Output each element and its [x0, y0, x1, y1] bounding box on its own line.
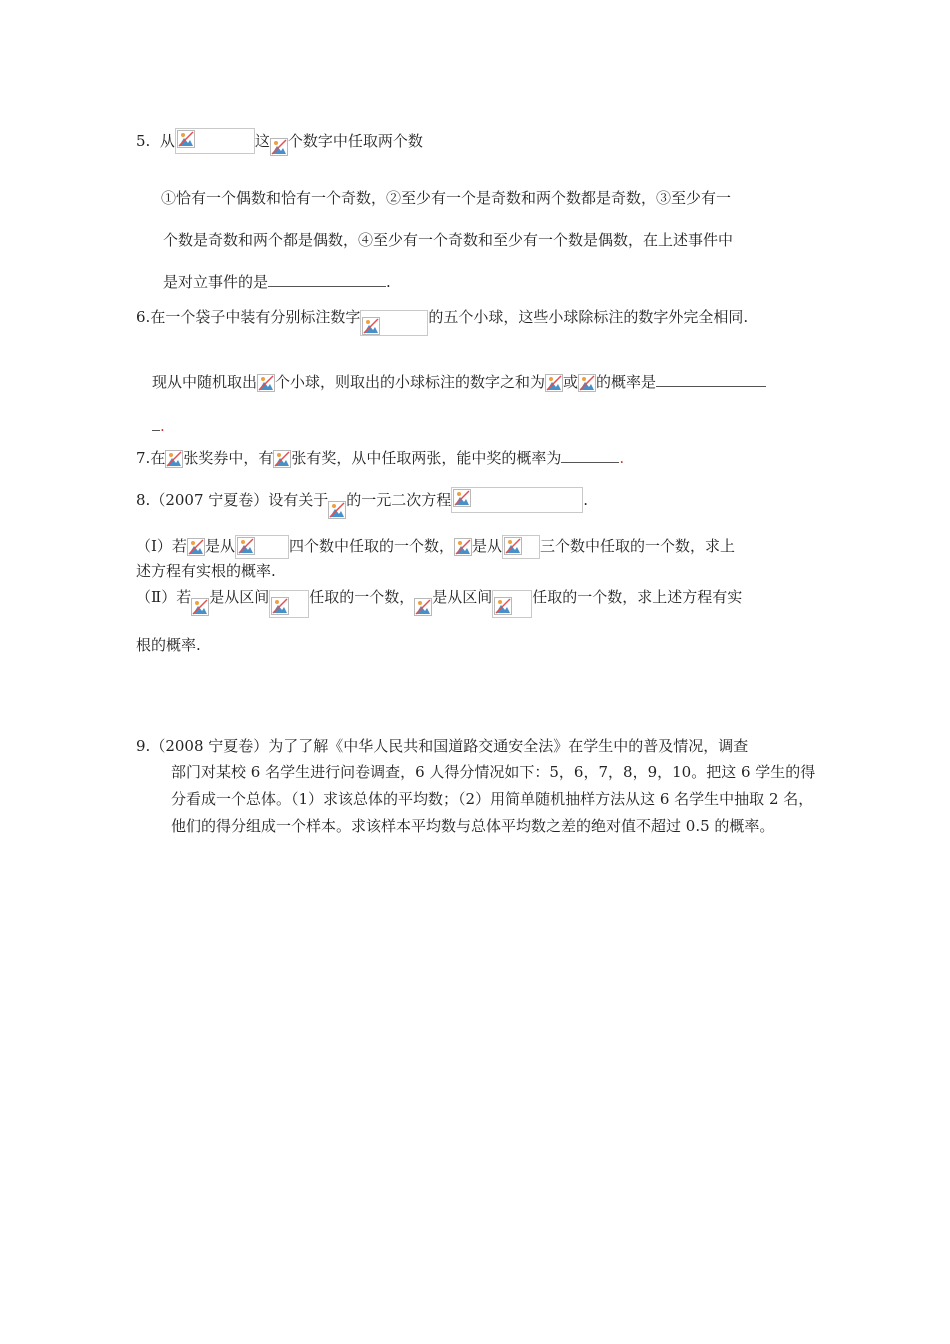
- q8-text: 三个数中任取的一个数，求上: [539, 537, 735, 555]
- q9-line: [136, 736, 748, 756]
- q8-text: （2007 宁夏卷）设有关于: [150, 491, 329, 509]
- broken-image-icon: [273, 450, 291, 468]
- answer-blank: [561, 450, 619, 463]
- q6-text: 的概率是: [596, 373, 657, 391]
- broken-image-icon: [257, 374, 275, 392]
- period: .: [386, 273, 391, 291]
- q7-text: 张奖券中，有: [183, 449, 274, 467]
- q7-line: [136, 448, 624, 468]
- broken-image-icon: [545, 374, 563, 392]
- q6-line: [136, 307, 748, 336]
- q9-number: 9.: [136, 737, 151, 755]
- q5-option-line: ①恰有一个偶数和恰有一个奇数，②至少有一个是奇数和两个数都是奇数，③至少有一: [161, 189, 732, 207]
- q7-text: 张有奖，从中任取两张，能中奖的概率为: [291, 449, 562, 467]
- q5-option-line: 个数是奇数和两个都是偶数，④至少有一个奇数和至少有一个数是偶数，在上述事件中: [163, 231, 734, 249]
- broken-image-icon: [187, 538, 205, 556]
- q5-text: 是对立事件的是: [163, 273, 269, 291]
- q8-text: 是从: [471, 537, 502, 555]
- q8-part1-line: [136, 535, 735, 559]
- broken-image-icon: [271, 597, 289, 615]
- broken-image-icon: [494, 597, 512, 615]
- q8-text: 的一元二次方程: [346, 491, 452, 509]
- q5-text: 这: [254, 132, 270, 150]
- q8-text: 是从区间: [209, 588, 270, 606]
- q5-number: 5.: [136, 132, 151, 150]
- q6-line2: [152, 372, 766, 392]
- q8-text: 四个数中任取的一个数，: [288, 537, 454, 555]
- q6-text: 的五个小球，这些小球除标注的数字外完全相同.: [428, 308, 749, 326]
- q9-body: 部门对某校 6 名学生进行问卷调查，6 人得分情况如下：5，6，7，8，9，10。把这 6 学生的得分看成一个总体。（1）求该总体的平均数；（2）用简单随机抽样方法从这 6 名学生中抽取 2 名，他们的得分组成一个样本。求该样本平均数与总体平均数之差的绝对值不超过 0.5 的概率。: [171, 763, 816, 835]
- q8-text: 是从区间: [432, 588, 493, 606]
- q6-line3: [152, 416, 165, 436]
- broken-image-icon: [165, 450, 183, 468]
- q8-text: 任取的一个数，: [309, 588, 415, 606]
- q5-answer-line: [163, 272, 391, 292]
- q5-text: 从: [159, 132, 175, 150]
- q7-number: 7.: [136, 449, 151, 467]
- broken-image-icon: [454, 538, 472, 556]
- q5-text: 个数字中任取两个数: [287, 132, 423, 150]
- q6-text: 个小球，则取出的小球标注的数字之和为: [275, 373, 546, 391]
- q8-part2-line2: 根的概率.: [136, 636, 201, 654]
- q8-part2-line: [136, 587, 742, 618]
- q6-text: 或: [563, 373, 579, 391]
- q7-text: 在: [150, 449, 166, 467]
- broken-image-icon: [328, 501, 346, 519]
- formula-image-box: [235, 535, 289, 559]
- q9-text: （2008 宁夏卷）为了了解《中华人民共和国道路交通安全法》在学生中的普及情况，调查: [150, 737, 749, 755]
- broken-image-icon: [191, 598, 209, 616]
- formula-image-box: [451, 487, 583, 513]
- formula-image-box: [502, 535, 540, 559]
- q6-number: 6.: [136, 308, 151, 326]
- answer-blank: [656, 374, 766, 387]
- q6-text: 在一个袋子中装有分别标注数字: [150, 308, 361, 326]
- formula-image-box: [269, 590, 309, 618]
- broken-image-icon: [453, 489, 471, 507]
- broken-image-icon: [177, 130, 195, 148]
- q8-text: 任取的一个数，求上述方程有实: [532, 588, 743, 606]
- broken-image-icon: [578, 374, 596, 392]
- broken-image-icon: [504, 537, 522, 555]
- period: .: [619, 449, 625, 467]
- q8-text: （Ⅰ）若: [136, 537, 187, 555]
- period: .: [583, 491, 589, 509]
- period: .: [160, 417, 165, 435]
- q8-text: 是从: [204, 537, 235, 555]
- formula-image-box: [492, 590, 532, 618]
- q8-line: [136, 487, 588, 519]
- broken-image-icon: [362, 317, 380, 335]
- formula-image-box: [175, 128, 255, 154]
- answer-blank: [152, 418, 160, 431]
- q8-part1-line2: 述方程有实根的概率.: [136, 562, 276, 580]
- broken-image-icon: [237, 537, 255, 555]
- formula-image-box: [360, 310, 428, 336]
- q6-text: 现从中随机取出: [152, 373, 258, 391]
- broken-image-icon: [270, 138, 288, 156]
- answer-blank: [268, 274, 386, 287]
- broken-image-icon: [414, 598, 432, 616]
- q8-number: 8.: [136, 491, 151, 509]
- q8-text: （Ⅱ）若: [136, 588, 192, 606]
- q5-line: [136, 128, 423, 156]
